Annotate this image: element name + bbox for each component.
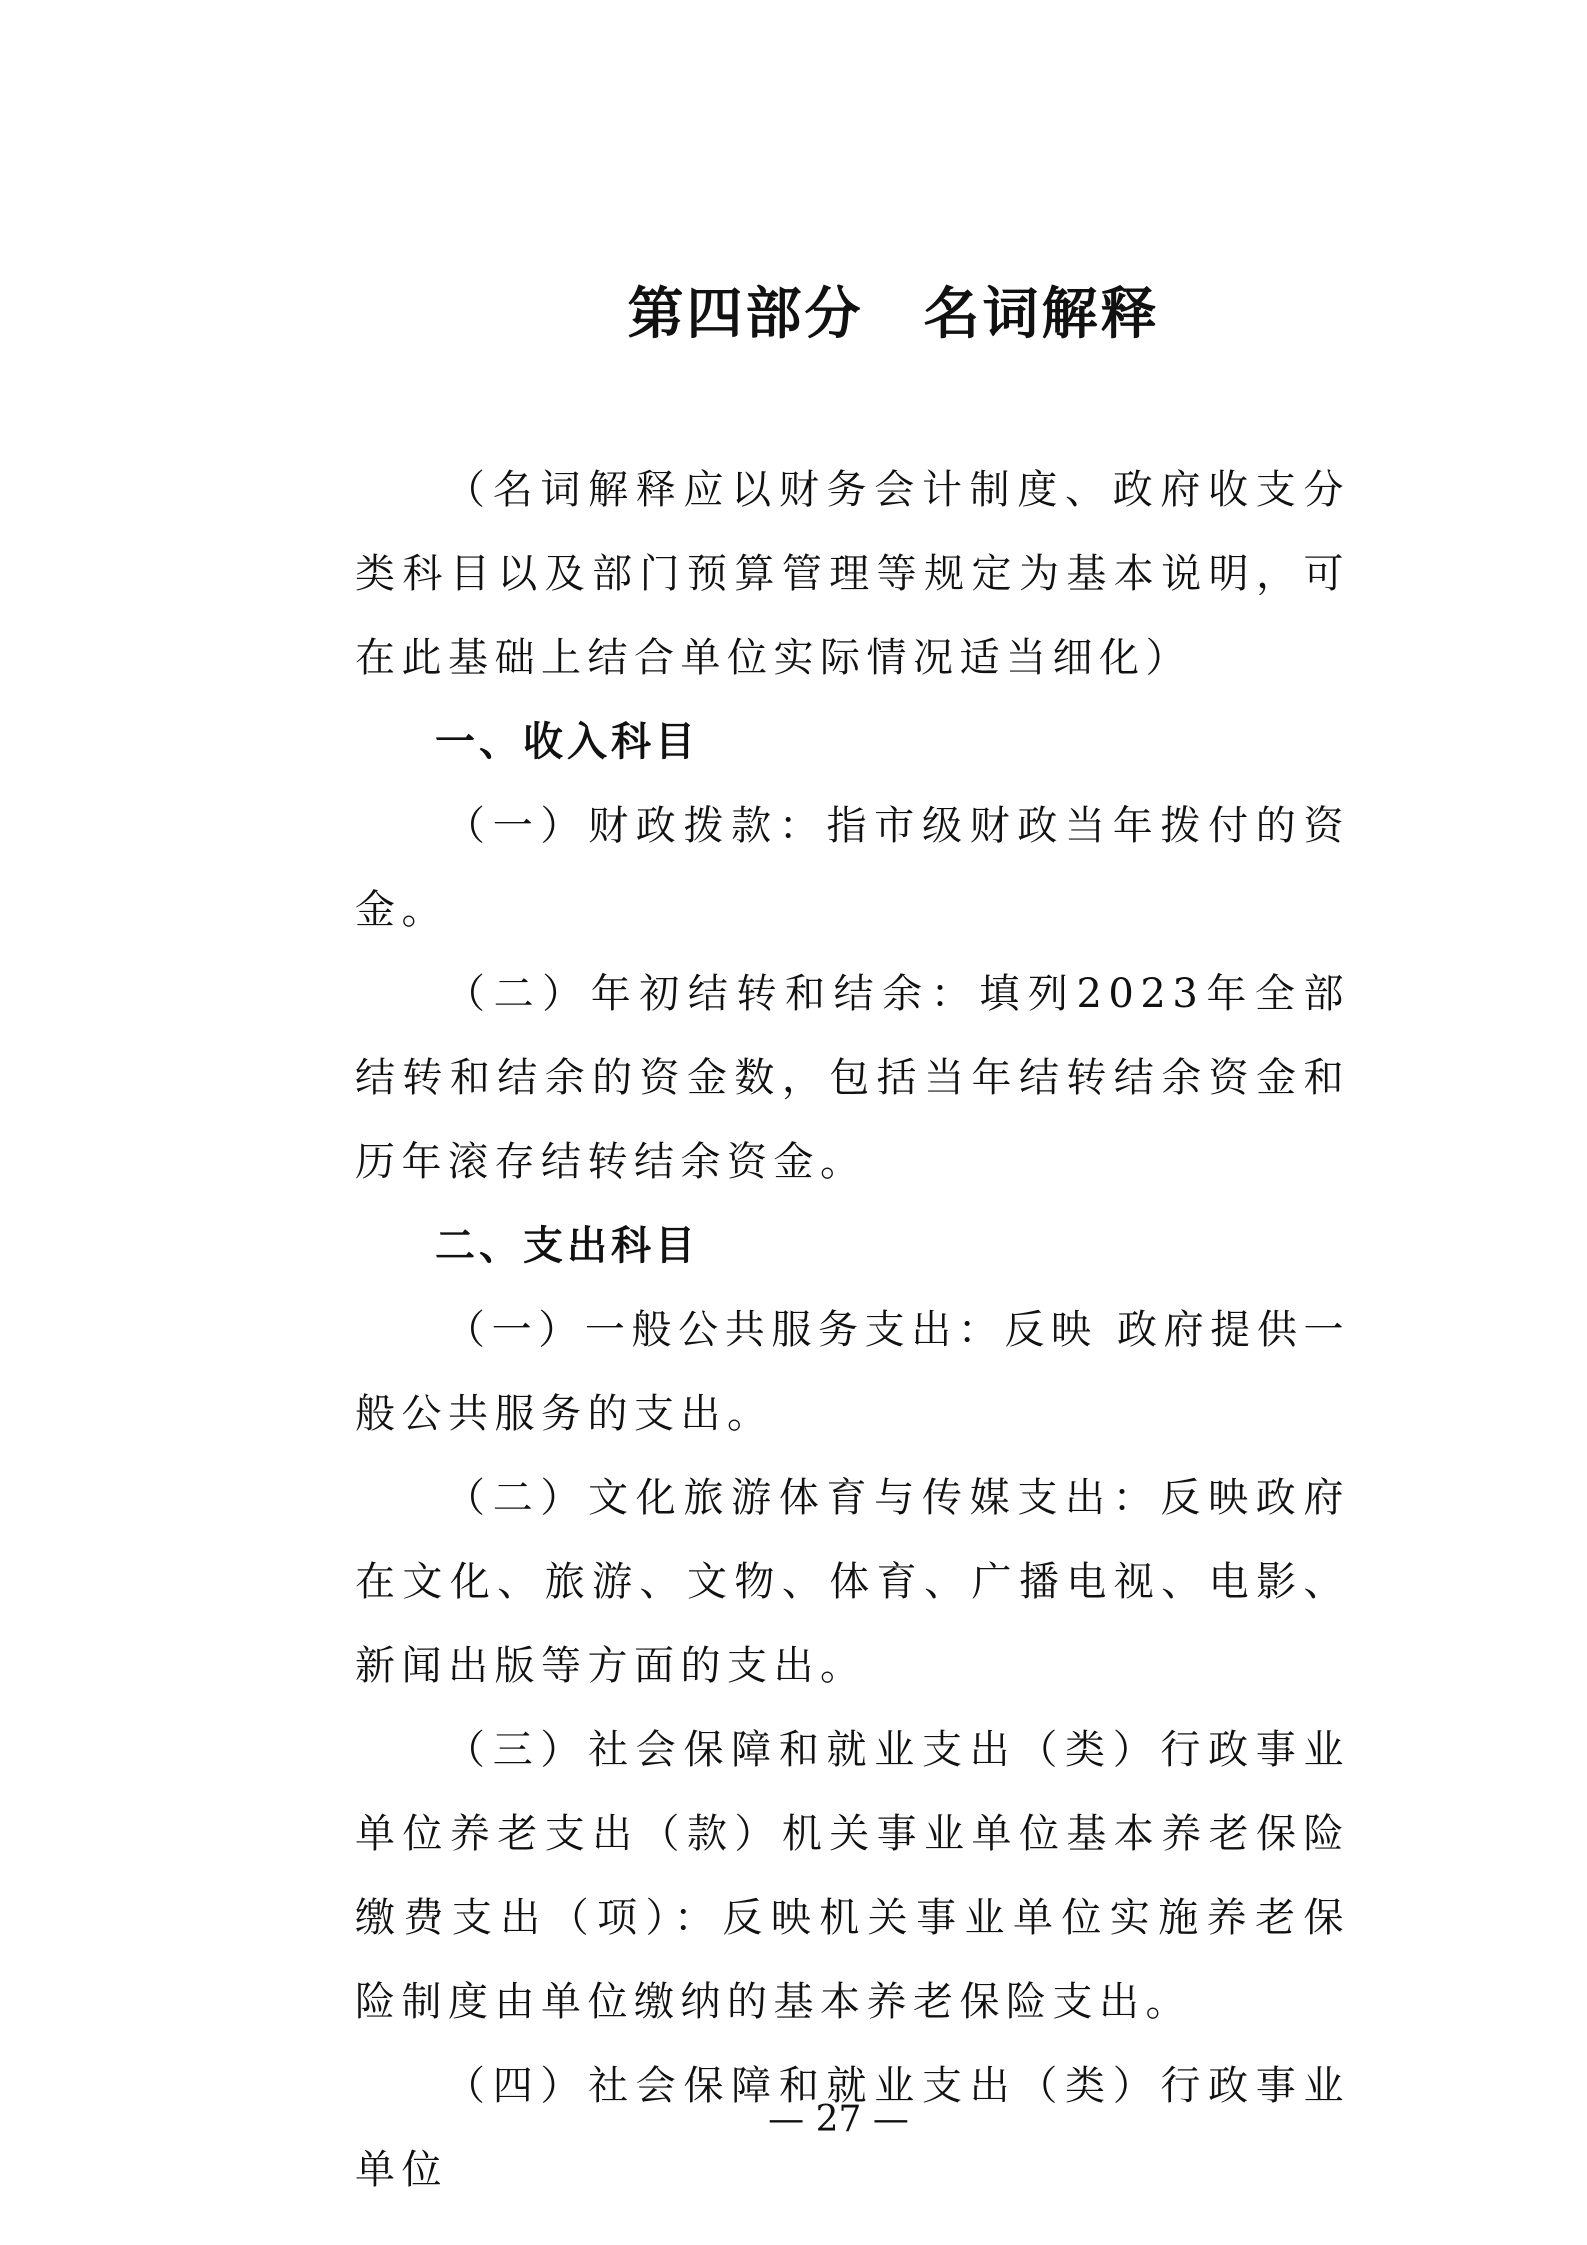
page-number: — 27 —	[768, 2099, 909, 2140]
expenditure-item-4: （四）社会保障和就业支出（类）行政事业单位	[355, 2063, 1350, 2193]
document-body	[355, 448, 1350, 2212]
section-heading-expenditure: 二、支出科目	[435, 1223, 699, 1269]
title-name: 名词解释	[923, 282, 1160, 347]
expenditure-item-2: （二）文化旅游体育与传媒支出：反映政府在文化、旅游、文物、体育、广播电视、电影、新闻出版等方面的支出。	[355, 1475, 1350, 1689]
section-heading-income: 一、收入科目	[435, 719, 699, 765]
income-item-1: （一）财政拨款：指市级财政当年拨付的资金。	[355, 803, 1350, 933]
title-part: 第四部分	[627, 282, 864, 347]
intro-paragraph: （名词解释应以财务会计制度、政府收支分类科目以及部门预算管理等规定为基本说明，可在此基础上结合单位实际情况适当细化）	[355, 467, 1350, 681]
expenditure-item-3: （三）社会保障和就业支出（类）行政事业单位养老支出（款）机关事业单位基本养老保险缴费支出（项）：反映机关事业单位实施养老保险制度由单位缴纳的基本养老保险支出。	[355, 1727, 1350, 2025]
expenditure-item-1: （一）一般公共服务支出：反映 政府提供一般公共服务的支出。	[355, 1307, 1350, 1437]
income-item-2: （二）年初结转和结余：填列2023年全部结转和结余的资金数，包括当年结转结余资金和历年滚存结转结余资金。	[355, 971, 1350, 1185]
page-title	[0, 280, 1587, 350]
